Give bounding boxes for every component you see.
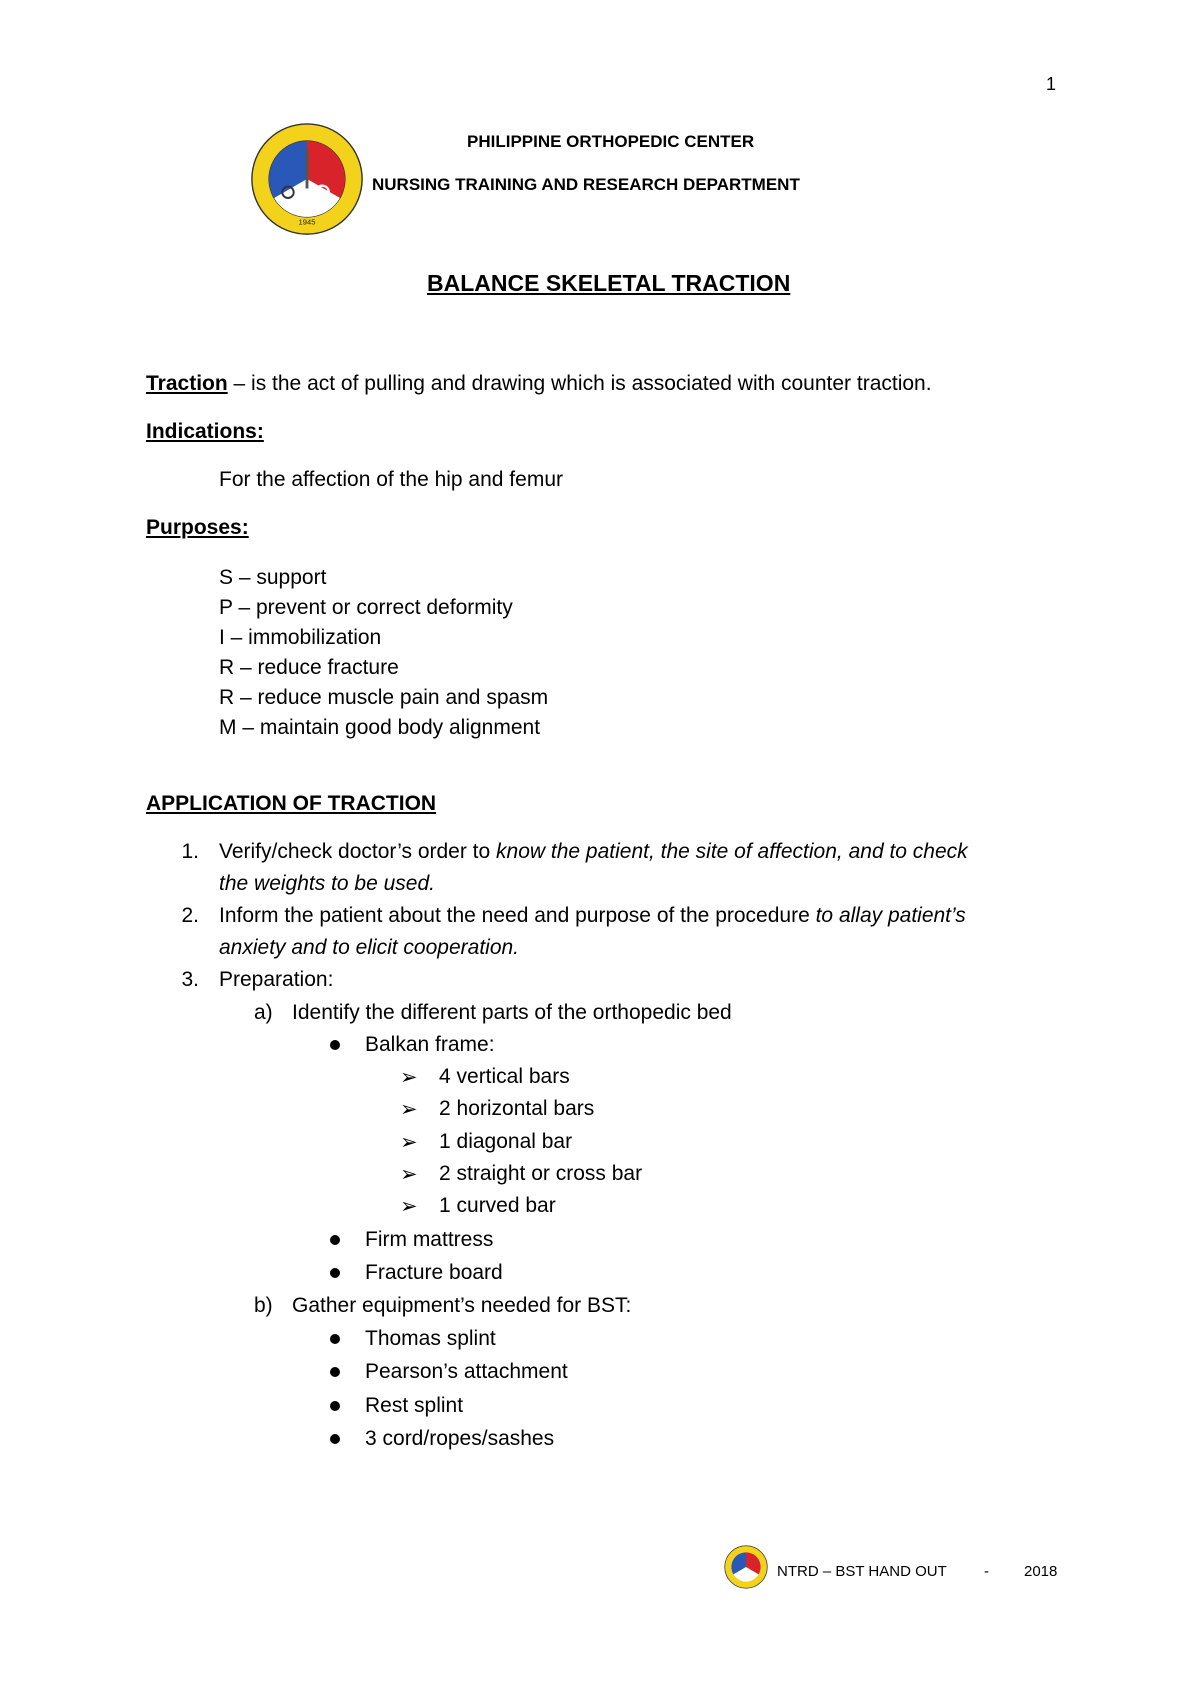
document-title: BALANCE SKELETAL TRACTION [427, 270, 791, 296]
sub-step-letter: a) [254, 1001, 273, 1024]
sub-step-text: Gather equipment’s needed for BST: [292, 1294, 632, 1317]
bullet-item: Pearson’s attachment [365, 1360, 568, 1383]
bullet-dot [330, 1268, 340, 1278]
footer-dash: - [984, 1563, 989, 1580]
purposes-heading: Purposes: [146, 516, 249, 539]
bullet-dot [330, 1235, 340, 1245]
definition-text: – is the act of pulling and drawing which is associated with counter traction. [227, 372, 932, 395]
bullet-item: Thomas splint [365, 1327, 496, 1350]
bullet-item: 3 cord/ropes/sashes [365, 1427, 555, 1450]
purpose-item: R – reduce muscle pain and spasm [219, 686, 549, 709]
application-heading: APPLICATION OF TRACTION [146, 792, 437, 815]
purpose-item: I – immobilization [219, 626, 382, 649]
definition-term: Traction [146, 372, 228, 395]
purpose-item: P – prevent or correct deformity [219, 596, 513, 619]
center-logo [250, 122, 364, 236]
bullet-dot [330, 1367, 340, 1377]
department-name: NURSING TRAINING AND RESEARCH DEPARTMENT [372, 175, 800, 194]
bullet-item: Rest splint [365, 1394, 464, 1417]
bullet-item: Balkan frame: [365, 1033, 495, 1056]
step-number: 1. [181, 840, 199, 863]
purpose-item: S – support [219, 566, 327, 589]
step-text-italic: to allay patient’s [815, 904, 966, 927]
step-text [219, 840, 968, 864]
step-text-continued: the weights to be used. [219, 872, 435, 895]
step-number: 2. [181, 904, 199, 927]
step-text-normal: Verify/check doctor’s order to [219, 840, 497, 863]
bullet-dot [330, 1434, 340, 1444]
footer-year: 2018 [1024, 1563, 1058, 1580]
frame-part-item: 2 straight or cross bar [439, 1162, 643, 1185]
frame-part-item: 1 curved bar [439, 1194, 556, 1217]
indications-text: For the affection of the hip and femur [219, 468, 563, 491]
bullet-dot [330, 1334, 340, 1344]
sub-step-letter: b) [254, 1294, 273, 1317]
step-text: Preparation: [219, 968, 334, 991]
sub-step-text: Identify the different parts of the orthopedic bed [292, 1001, 732, 1024]
bullet-item: Firm mattress [365, 1228, 494, 1251]
footer-label: NTRD – BST HAND OUT [777, 1563, 947, 1580]
bullet-item: Fracture board [365, 1261, 503, 1284]
arrow-bullet-icon: ➢ [400, 1131, 418, 1154]
step-text-normal: Inform the patient about the need and purpose of the procedure [219, 904, 816, 927]
purpose-item: M – maintain good body alignment [219, 716, 541, 739]
traction-definition [146, 372, 932, 396]
footer-logo [724, 1545, 768, 1589]
frame-part-item: 4 vertical bars [439, 1065, 570, 1088]
step-text [219, 904, 966, 928]
arrow-bullet-icon: ➢ [400, 1195, 418, 1218]
page-number: 1 [1046, 74, 1057, 94]
bullet-dot [330, 1401, 340, 1411]
step-text-continued: anxiety and to elicit cooperation. [219, 936, 520, 959]
frame-part-item: 1 diagonal bar [439, 1130, 573, 1153]
step-number: 3. [181, 968, 199, 991]
arrow-bullet-icon: ➢ [400, 1163, 418, 1186]
step-text-italic: know the patient, the site of affection, and to check [496, 840, 968, 863]
arrow-bullet-icon: ➢ [400, 1098, 418, 1121]
bullet-dot [330, 1040, 340, 1050]
logo-year: 1945 [298, 217, 316, 227]
indications-heading: Indications: [146, 420, 264, 443]
purposes-list [219, 563, 548, 743]
org-name: PHILIPPINE ORTHOPEDIC CENTER [467, 132, 755, 151]
frame-part-item: 2 horizontal bars [439, 1097, 595, 1120]
arrow-bullet-icon: ➢ [400, 1066, 418, 1089]
purpose-item: R – reduce fracture [219, 656, 399, 679]
